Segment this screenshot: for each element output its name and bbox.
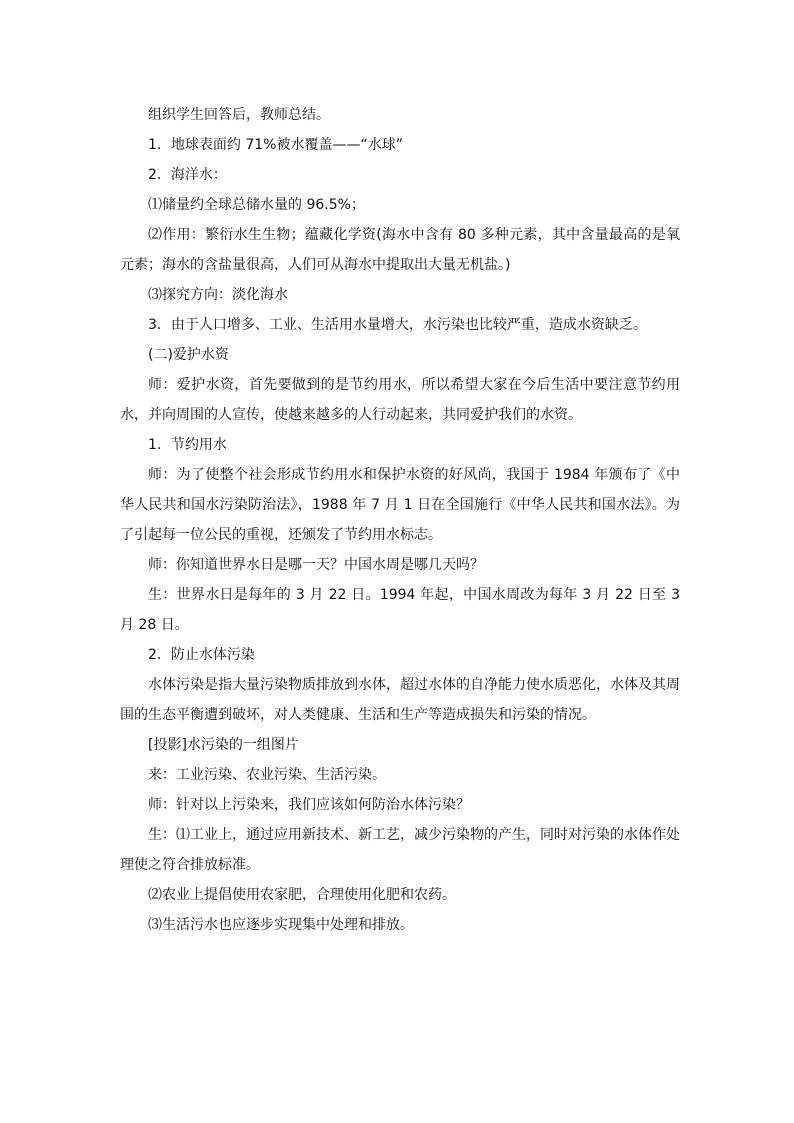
- paragraph-pollution-sources: 来：工业污染、农业污染、生活污染。: [148, 767, 386, 783]
- paragraph-point-2: 2．海洋水：: [148, 167, 227, 183]
- paragraph-pollution-definition: 水体污染是指大量污染物质排放到水体，超过水体的自净能力使水质恶化，水体及其周围的生态平衡遭到破坏，对人类健康、生活和生产等造成损失和污染的情况。: [120, 677, 680, 723]
- document-body: [120, 100, 680, 940]
- paragraph-domestic-sewage: ⑶生活污水也应逐步实现集中处理和排放。: [148, 917, 414, 933]
- subheading-save-water: 1．节约用水: [148, 437, 227, 453]
- paragraph-teacher-laws: 师：为了使整个社会形成节约用水和保护水资的好风尚，我国于 1984 年颁布了《中华人民共和国水污染防治法》，1988 年 7 月 1 日在全国施行《中华人民共和国水法》。为了引起每一位公民的重视，还颁发了节约用水标志。: [120, 467, 680, 543]
- paragraph-student-industry: 生：⑴工业上，通过应用新技术、新工艺，减少污染物的产生，同时对污染的水体作处理使之符合排放标准。: [120, 827, 680, 873]
- paragraph-projection-note: [投影]水污染的一组图片: [148, 737, 299, 753]
- paragraph-agriculture: ⑵农业上提倡使用农家肥，合理使用化肥和农药。: [148, 887, 456, 903]
- paragraph-subpoint-direction: ⑶探究方向：淡化海水: [148, 287, 288, 303]
- section-heading-protect-water: (二)爱护水资: [148, 347, 229, 363]
- paragraph-subpoint-storage: ⑴储量约全球总储水量的 96.5%；: [148, 197, 365, 213]
- paragraph-teacher-question: 师：你知道世界水日是哪一天？中国水周是哪几天吗？: [148, 557, 484, 573]
- paragraph-summary-intro: 组织学生回答后，教师总结。: [148, 107, 330, 123]
- paragraph-point-3: 3．由于人口增多、工业、生活用水量增大，水污染也比较严重，造成水资缺乏。: [148, 317, 647, 333]
- paragraph-student-answer-water-day: 生：世界水日是每年的 3 月 22 日。1994 年起，中国水周改为每年 3 月 22 日至 3 月 28 日。: [120, 587, 680, 633]
- paragraph-point-1: 1．地球表面约 71%被水覆盖——“水球”: [148, 137, 403, 153]
- paragraph-teacher-prevent-question: 师：针对以上污染来，我们应该如何防治水体污染？: [148, 797, 470, 813]
- paragraph-subpoint-function: ⑵作用：繁衍水生生物；蕴藏化学资(海水中含有 80 多种元素，其中含量最高的是氧元素；海水的含盐量很高，人们可从海水中提取出大量无机盐。): [120, 227, 680, 273]
- subheading-prevent-pollution: 2．防止水体污染: [148, 647, 255, 663]
- paragraph-teacher-protect: 师：爱护水资，首先要做到的是节约用水，所以希望大家在今后生活中要注意节约用水，并向周围的人宣传，使越来越多的人行动起来，共同爱护我们的水资。: [120, 377, 680, 423]
